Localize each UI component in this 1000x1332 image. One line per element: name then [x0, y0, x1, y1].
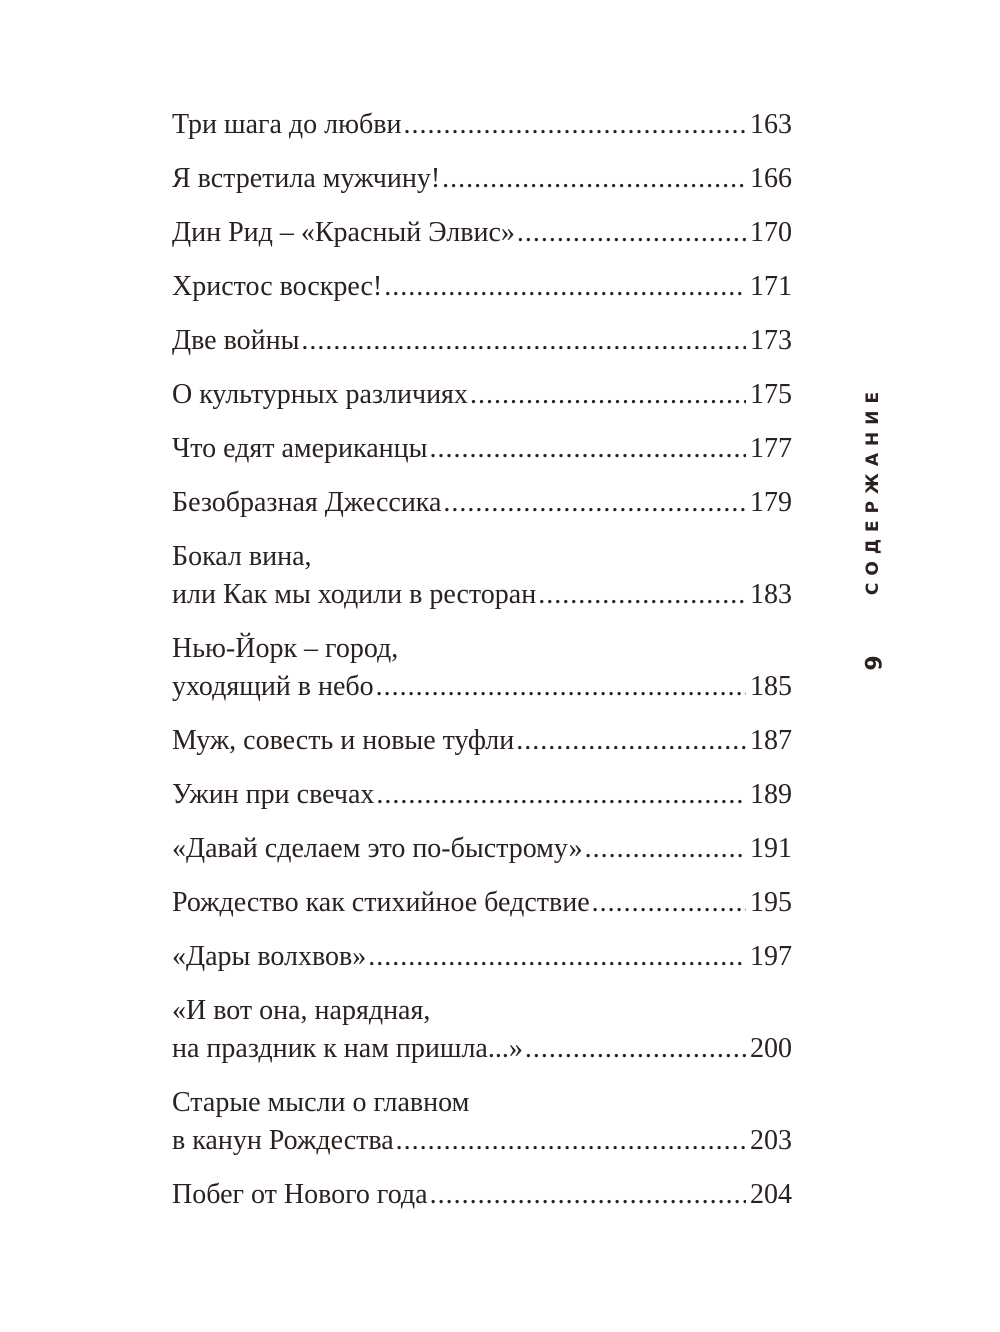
toc-entry — [172, 630, 792, 706]
toc-entry-title-line: Бокал вина, — [172, 541, 312, 572]
toc-entry — [172, 1176, 792, 1214]
dot-leader — [538, 576, 746, 614]
toc-entry-title-line: «И вот она, нарядная, — [172, 995, 431, 1026]
toc-entry-page: 189 — [750, 779, 792, 810]
page-number — [862, 646, 888, 680]
toc-entry — [172, 830, 792, 868]
toc-entry — [172, 160, 792, 198]
toc-entry-line — [172, 576, 792, 614]
toc-entry-page: 203 — [750, 1125, 792, 1156]
dot-leader — [585, 830, 746, 868]
toc-entry-title: Ужин при свечах — [172, 779, 375, 810]
toc-entry-page: 163 — [750, 109, 792, 140]
toc-entry-title: Муж, совесть и новые туфли — [172, 725, 515, 756]
toc-entry-title: Безобразная Джессика — [172, 487, 442, 518]
toc-entry-line — [172, 484, 792, 522]
toc-entry-title: О культурных различиях — [172, 379, 468, 410]
dot-leader — [430, 1176, 746, 1214]
table-of-contents — [172, 106, 792, 1230]
dot-leader — [429, 430, 746, 468]
toc-entry — [172, 776, 792, 814]
toc-entry-line — [172, 668, 792, 706]
page-number-text: 9 — [862, 655, 888, 671]
toc-entry-line — [172, 1176, 792, 1214]
dot-leader — [592, 884, 746, 922]
toc-entry-line — [172, 430, 792, 468]
toc-entry-page: 170 — [750, 217, 792, 248]
toc-entry-title: Что едят американцы — [172, 433, 428, 464]
toc-entry-page: 200 — [750, 1033, 792, 1064]
toc-entry — [172, 214, 792, 252]
toc-entry-page: 195 — [750, 887, 792, 918]
toc-entry-title: «Давай сделаем это по-быстрому» — [172, 833, 583, 864]
toc-entry-title-line: Старые мысли о главном — [172, 1087, 470, 1118]
toc-entry-page: 183 — [750, 579, 792, 610]
toc-entry-page: 173 — [750, 325, 792, 356]
toc-entry-title: Дин Рид – «Красный Элвис» — [172, 217, 515, 248]
toc-entry — [172, 106, 792, 144]
dot-leader — [443, 484, 746, 522]
running-head-title: СОДЕРЖАНИЕ — [863, 384, 883, 596]
dot-leader — [525, 1030, 746, 1068]
toc-entry-line — [172, 722, 792, 760]
toc-entry — [172, 484, 792, 522]
dot-leader — [376, 668, 746, 706]
toc-entry — [172, 268, 792, 306]
toc-entry-line — [172, 160, 792, 198]
toc-entry-title: Побег от Нового года — [172, 1179, 428, 1210]
toc-entry-page: 179 — [750, 487, 792, 518]
toc-entry-page: 187 — [750, 725, 792, 756]
toc-entry-title: уходящий в небо — [172, 671, 374, 702]
dot-leader — [384, 268, 746, 306]
toc-entry-title: Христос воскрес! — [172, 271, 383, 302]
toc-entry-title: на праздник к нам пришла...» — [172, 1033, 523, 1064]
toc-entry-title: Две войны — [172, 325, 300, 356]
toc-entry-page: 204 — [750, 1179, 792, 1210]
toc-entry-line — [172, 884, 792, 922]
dot-leader — [396, 1122, 746, 1160]
toc-entry-title: «Дары волхвов» — [172, 941, 367, 972]
dot-leader — [442, 160, 746, 198]
toc-entry-title: Я встретила мужчину! — [172, 163, 441, 194]
toc-entry-page: 171 — [750, 271, 792, 302]
dot-leader — [301, 322, 746, 360]
toc-entry — [172, 322, 792, 360]
running-head — [848, 384, 898, 596]
toc-entry — [172, 722, 792, 760]
toc-entry-line — [172, 1030, 792, 1068]
toc-entry-line — [172, 214, 792, 252]
toc-entry-line — [172, 322, 792, 360]
toc-entry — [172, 884, 792, 922]
dot-leader — [516, 722, 746, 760]
toc-entry-line — [172, 830, 792, 868]
toc-entry-title-line: Нью-Йорк – город, — [172, 633, 399, 664]
toc-entry-title: Рождество как стихийное бедствие — [172, 887, 590, 918]
toc-entry-page: 191 — [750, 833, 792, 864]
toc-entry — [172, 376, 792, 414]
toc-entry — [172, 992, 792, 1068]
toc-entry — [172, 938, 792, 976]
toc-entry-line — [172, 1122, 792, 1160]
toc-entry — [172, 538, 792, 614]
toc-entry-title: Три шага до любви — [172, 109, 402, 140]
toc-entry — [172, 1084, 792, 1160]
toc-entry-page: 197 — [750, 941, 792, 972]
toc-entry-line — [172, 268, 792, 306]
toc-entry-page: 166 — [750, 163, 792, 194]
toc-entry — [172, 430, 792, 468]
toc-entry-line — [172, 376, 792, 414]
dot-leader — [404, 106, 746, 144]
dot-leader — [517, 214, 746, 252]
toc-entry-page: 175 — [750, 379, 792, 410]
toc-entry-line — [172, 776, 792, 814]
dot-leader — [470, 376, 746, 414]
toc-entry-line — [172, 106, 792, 144]
dot-leader — [376, 776, 746, 814]
toc-entry-page: 177 — [750, 433, 792, 464]
toc-entry-page: 185 — [750, 671, 792, 702]
dot-leader — [368, 938, 746, 976]
toc-entry-title: в канун Рождества — [172, 1125, 394, 1156]
toc-entry-title: или Как мы ходили в ресторан — [172, 579, 537, 610]
toc-entry-line — [172, 938, 792, 976]
